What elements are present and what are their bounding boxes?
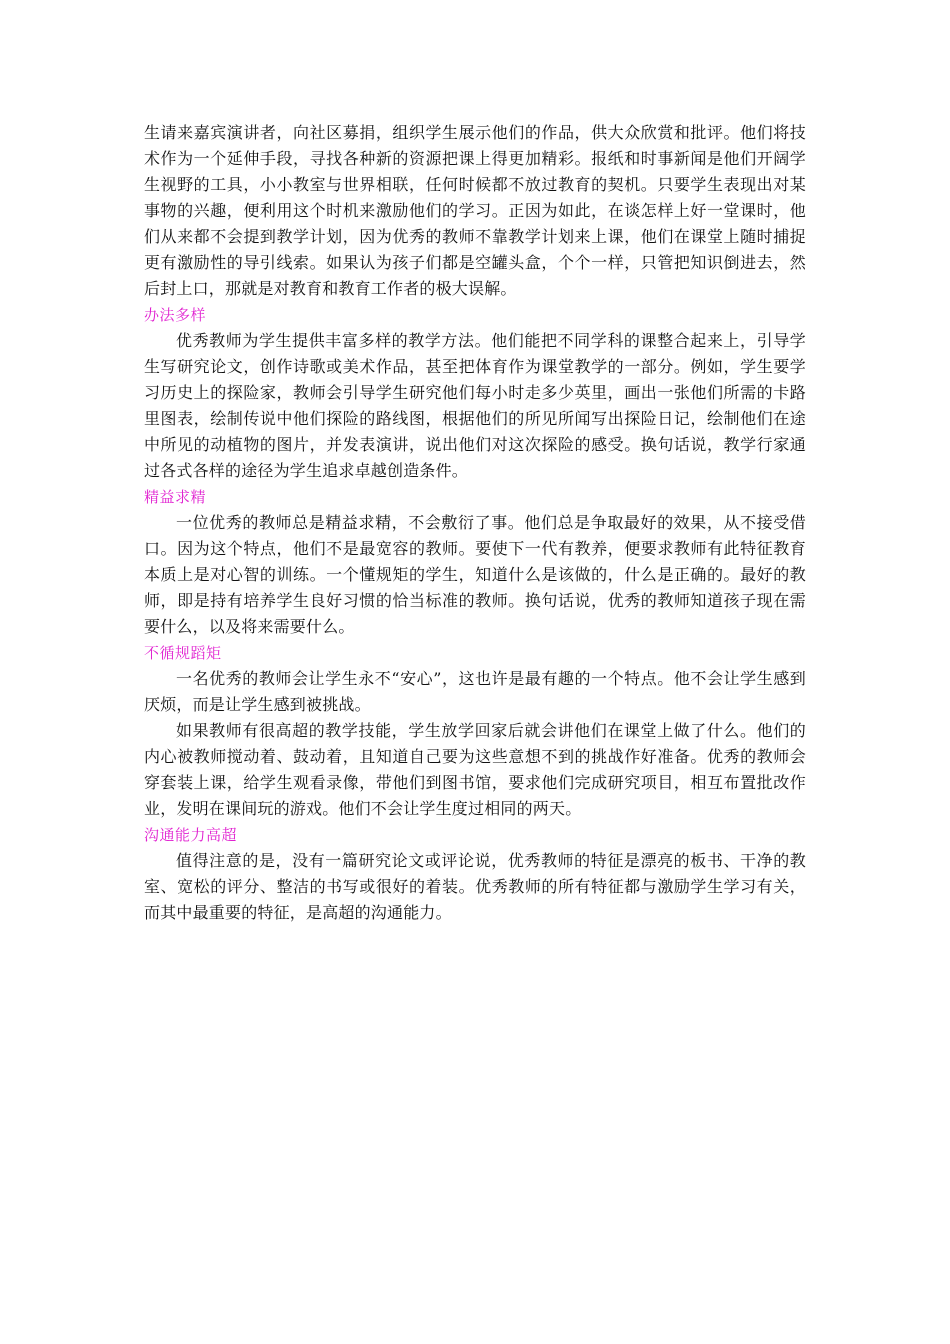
section-paragraph: 优秀教师为学生提供丰富多样的教学方法。他们能把不同学科的课整合起来上，引导学生写研究论文，创作诗歌或美术作品，甚至把体育作为课堂教学的一部分。例如，学生要学习历史上的探险家，教师会引导学生研究他们每小时走多少英里，画出一张他们所需的卡路里图表，绘制传说中他们探险的路线图，根据他们的所见所闻写出探险日记，绘制他们在途中所见的动植物的图片，并发表演讲，说出他们对这次探险的感受。换句话说，教学行家通过各式各样的途径为学生追求卓越创造条件。: [144, 331, 806, 480]
section-unconventional: [144, 640, 806, 822]
intro-paragraph: 生请来嘉宾演讲者，向社区募捐，组织学生展示他们的作品，供大众欣赏和批评。他们将技术作为一个延伸手段，寻找各种新的资源把课上得更加精彩。报纸和时事新闻是他们开阔学生视野的工具，小小教室与世界相联，任何时候都不放过教育的契机。只要学生表现出对某事物的兴趣，便利用这个时机来激励他们的学习。正因为如此，在谈怎样上好一堂课时，他们从来都不会提到教学计划，因为优秀的教师不靠教学计划来上课，他们在课堂上随时捕捉更有激励性的导引线索。如果认为孩子们都是空罐头盒，个个一样，只管把知识倒进去，然后封上口，那就是对教育和教育工作者的极大误解。: [144, 123, 806, 298]
section-paragraph: 如果教师有很高超的教学技能，学生放学回家后就会讲他们在课堂上做了什么。他们的内心被教师搅动着、鼓动着，且知道自己要为这些意想不到的挑战作好准备。优秀的教师会穿套装上课，给学生观看录像，带他们到图书馆，要求他们完成研究项目，相互布置批改作业，发明在课间玩的游戏。他们不会让学生度过相同的两天。: [144, 721, 806, 818]
section-heading: 不循规蹈矩: [144, 644, 222, 662]
section-paragraph: 值得注意的是，没有一篇研究论文或评论说，优秀教师的特征是漂亮的板书、干净的教室、宽松的评分、整洁的书写或很好的着装。优秀教师的所有特征都与激励学生学习有关，而其中最重要的特征，是高超的沟通能力。: [144, 851, 806, 922]
section-communication: [144, 822, 806, 926]
section-heading: 沟通能力高超: [144, 826, 238, 844]
section-heading: 精益求精: [144, 488, 207, 506]
section-methods: [144, 302, 806, 484]
section-paragraph: 一位优秀的教师总是精益求精，不会敷衍了事。他们总是争取最好的效果，从不接受借口。因为这个特点，他们不是最宽容的教师。要使下一代有教养，便要求教师有此特征教育本质上是对心智的训练。一个懂规矩的学生，知道什么是该做的，什么是正确的。最好的教师，即是持有培养学生良好习惯的恰当标准的教师。换句话说，优秀的教师知道孩子现在需要什么，以及将来需要什么。: [144, 513, 806, 636]
section-heading: 办法多样: [144, 306, 207, 324]
section-excellence: [144, 484, 806, 640]
document-page: [144, 120, 806, 926]
section-paragraph: 一名优秀的教师会让学生永不“安心”，这也许是最有趣的一个特点。他不会让学生感到厌烦，而是让学生感到被挑战。: [144, 669, 806, 714]
